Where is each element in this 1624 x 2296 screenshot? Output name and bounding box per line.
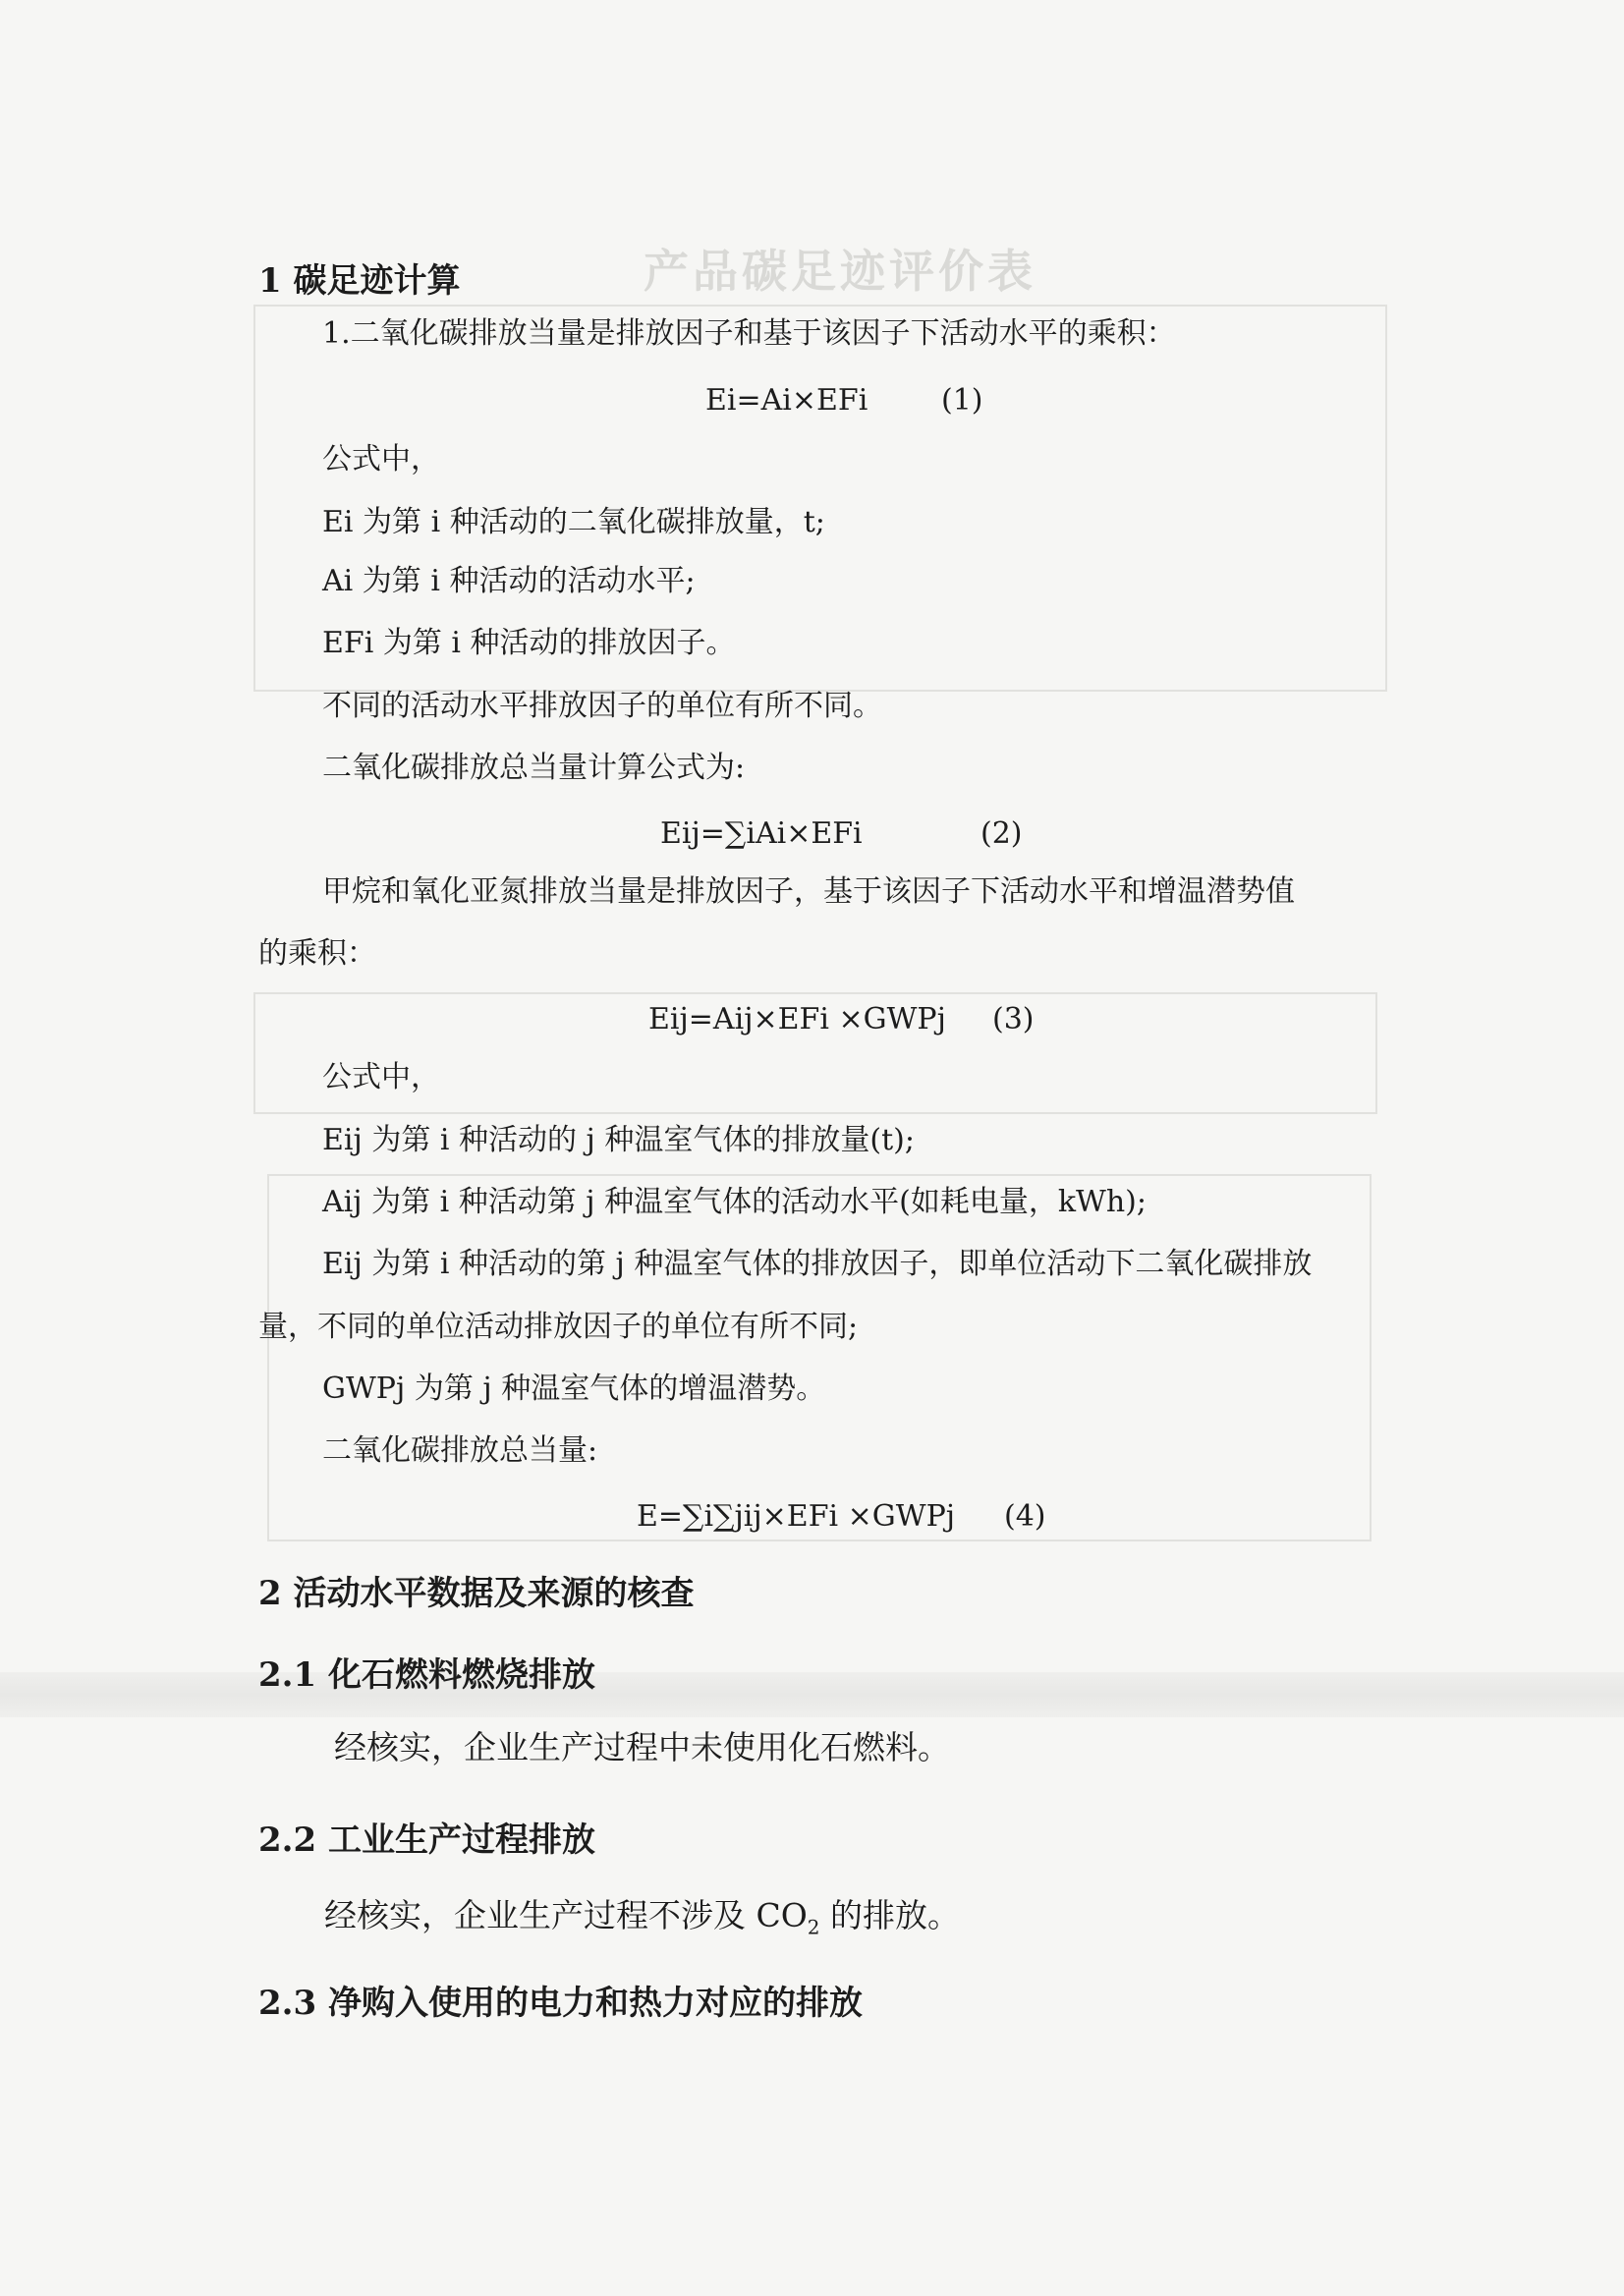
label-text: 公式中， xyxy=(322,1060,440,1094)
formula-number: (4) xyxy=(1004,1499,1046,1534)
subscript: 2 xyxy=(807,1915,820,1939)
formula-expression: E=∑i∑jij×EFi ×GWPj xyxy=(637,1499,956,1534)
definition-line: Eij 为第 i 种活动的第 j 种温室气体的排放因子，即单位活动下二氧化碳排放 xyxy=(322,1247,1313,1281)
paragraph-text: 经核实，企业生产过程不涉及 CO xyxy=(324,1896,808,1934)
formula-3 xyxy=(648,1002,1035,1036)
paragraph xyxy=(324,1896,961,1942)
paragraph-text: 的排放。 xyxy=(830,1896,961,1934)
section-heading-1: 1 碳足迹计算 xyxy=(258,261,461,301)
paragraph: 的乘积： xyxy=(258,936,376,971)
paragraph: 二氧化碳排放总当量: xyxy=(322,1433,598,1468)
definition-line: EFi 为第 i 种活动的排放因子。 xyxy=(322,626,736,660)
paragraph: 1.二氧化碳排放当量是排放因子和基于该因子下活动水平的乘积： xyxy=(322,316,1176,351)
formula-number: (3) xyxy=(992,1002,1035,1036)
formula-1 xyxy=(705,383,983,418)
paragraph: 不同的活动水平排放因子的单位有所不同。 xyxy=(322,689,882,723)
scan-fold-band xyxy=(0,1672,1624,1717)
definition-line: GWPj 为第 j 种温室气体的增温潜势。 xyxy=(322,1372,826,1406)
definition-line: Ai 为第 i 种活动的活动水平; xyxy=(322,564,696,598)
definition-line: Eij 为第 i 种活动的 j 种温室气体的排放量(t); xyxy=(322,1123,915,1157)
formula-2 xyxy=(660,816,1023,851)
subsection-heading-2-1: 2.1 化石燃料燃烧排放 xyxy=(258,1655,595,1695)
definition-line: Aij 为第 i 种活动第 j 种温室气体的活动水平(如耗电量，kWh); xyxy=(322,1185,1147,1219)
paragraph: 甲烷和氧化亚氮排放当量是排放因子，基于该因子下活动水平和增温潜势值 xyxy=(322,874,1295,909)
bleed-through-title: 产品碳足迹评价表 xyxy=(644,245,1036,298)
formula-4 xyxy=(637,1499,1046,1534)
formula-number: (2) xyxy=(980,816,1023,851)
formula-expression: Eij=∑iAi×EFi xyxy=(660,816,863,851)
label-text: 公式中， xyxy=(322,442,440,476)
paragraph: 经核实，企业生产过程中未使用化石燃料。 xyxy=(334,1728,950,1766)
formula-number: (1) xyxy=(941,383,983,418)
definition-line: Ei 为第 i 种活动的二氧化碳排放量，t; xyxy=(322,505,825,539)
subsection-heading-2-3: 2.3 净购入使用的电力和热力对应的排放 xyxy=(258,1984,863,2023)
paragraph: 二氧化碳排放总当量计算公式为: xyxy=(322,751,746,785)
definition-line: 量，不同的单位活动排放因子的单位有所不同; xyxy=(258,1310,859,1344)
bleed-through-table xyxy=(267,1174,1372,1541)
section-heading-2: 2 活动水平数据及来源的核查 xyxy=(258,1574,695,1613)
formula-expression: Eij=Aij×EFi ×GWPj xyxy=(648,1002,946,1036)
formula-expression: Ei=Ai×EFi xyxy=(705,383,868,418)
subsection-heading-2-2: 2.2 工业生产过程排放 xyxy=(258,1820,595,1860)
